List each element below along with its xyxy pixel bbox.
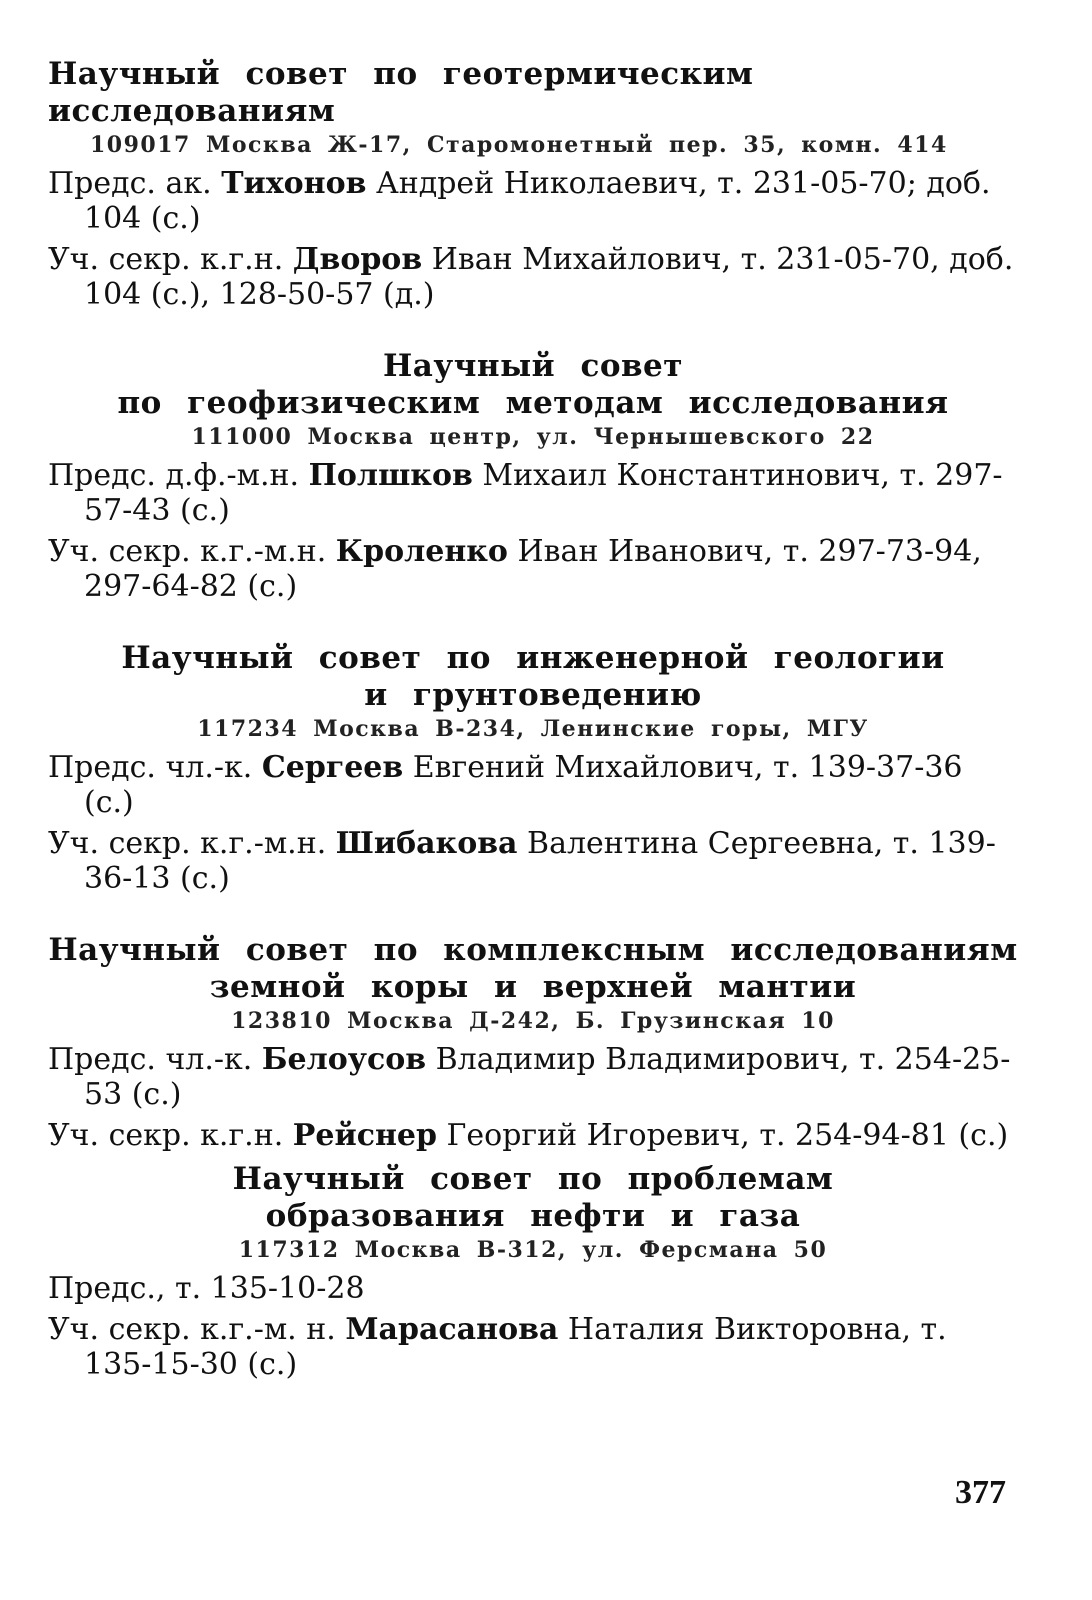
council-title: Научный совет по инженерной геологии	[121, 640, 945, 676]
council-section	[48, 348, 1018, 604]
secretary-details: Иван Иванович, т. 297-73-94, 297-64-82 (с.)	[84, 534, 982, 604]
page-content	[48, 56, 1018, 1382]
chair-prefix: Предс., т. 135-10-28	[48, 1271, 365, 1306]
council-section	[48, 932, 1018, 1153]
chair-details: Евгений Михайлович, т. 139-37-36 (с.)	[84, 750, 963, 820]
council-address: 111000 Москва центр, ул. Чернышевского 22	[191, 424, 875, 450]
chair-entry	[48, 458, 1018, 528]
council-title: земной коры и верхней мантии	[209, 969, 857, 1005]
council-address: 109017 Москва Ж-17, Старомонетный пер. 35, комн. 414	[90, 132, 948, 158]
chair-entry	[48, 750, 1018, 820]
chair-entry	[48, 166, 1018, 236]
secretary-prefix: Уч. секр. к.г.н.	[48, 242, 284, 277]
council-title: и грунтоведению	[364, 677, 702, 713]
council-address: 123810 Москва Д-242, Б. Грузинская 10	[231, 1008, 835, 1034]
secretary-prefix: Уч. секр. к.г.-м.н.	[48, 534, 327, 569]
secretary-name: Кроленко	[335, 534, 508, 569]
secretary-details: Георгий Игоревич, т. 254-94-81 (с.)	[446, 1118, 1009, 1153]
secretary-details: Наталия Викторовна, т. 135-15-30 (с.)	[84, 1312, 947, 1382]
chair-name: Белоусов	[261, 1042, 427, 1077]
chair-name: Сергеев	[261, 750, 404, 785]
chair-prefix: Предс. ак.	[48, 166, 212, 201]
secretary-prefix: Уч. секр. к.г.-м.н.	[48, 826, 327, 861]
secretary-name: Шибакова	[335, 826, 518, 861]
secretary-entry	[48, 1312, 1018, 1382]
chair-prefix: Предс. чл.-к.	[48, 1042, 253, 1077]
council-title: образования нефти и газа	[265, 1198, 801, 1234]
secretary-entry	[48, 534, 1018, 604]
secretary-name: Рейснер	[292, 1118, 437, 1153]
chair-prefix: Предс. чл.-к.	[48, 750, 253, 785]
secretary-entry	[48, 826, 1018, 896]
page-number: 377	[955, 1474, 1006, 1511]
chair-details: Михаил Константинович, т. 297-57-43 (с.)	[84, 458, 1003, 528]
secretary-details: Иван Михайлович, т. 231-05-70, доб. 104 (с.), 128-50-57 (д.)	[84, 242, 1014, 312]
chair-name: Полшков	[308, 458, 473, 493]
council-section	[48, 56, 1018, 312]
chair-entry	[48, 1271, 1018, 1306]
council-address: 117234 Москва В-234, Ленинские горы, МГУ	[197, 716, 869, 742]
council-title: по геофизическим методам исследования	[117, 385, 949, 421]
secretary-name: Дворов	[292, 242, 423, 277]
secretary-name: Марасанова	[345, 1312, 559, 1347]
council-section	[48, 640, 1018, 896]
chair-prefix: Предс. д.ф.-м.н.	[48, 458, 300, 493]
council-address: 117312 Москва В-312, ул. Ферсмана 50	[238, 1237, 828, 1263]
council-title: Научный совет по проблемам	[232, 1161, 834, 1197]
secretary-prefix: Уч. секр. к.г.-м. н.	[48, 1312, 336, 1347]
council-title: Научный совет по комплексным исследованиям	[48, 932, 1018, 968]
chair-details: Владимир Владимирович, т. 254-25-53 (с.)	[84, 1042, 1011, 1112]
council-title: Научный совет	[383, 348, 683, 384]
secretary-entry	[48, 242, 1018, 312]
council-section	[48, 1161, 1018, 1382]
chair-name: Тихонов	[221, 166, 367, 201]
secretary-prefix: Уч. секр. к.г.н.	[48, 1118, 284, 1153]
secretary-entry	[48, 1118, 1018, 1153]
chair-entry	[48, 1042, 1018, 1112]
secretary-details: Валентина Сергеевна, т. 139-36-13 (с.)	[84, 826, 996, 896]
chair-details: Андрей Николаевич, т. 231-05-70; доб. 104 (с.)	[84, 166, 991, 236]
council-title: Научный совет по геотермическим исследованиям	[48, 56, 754, 129]
